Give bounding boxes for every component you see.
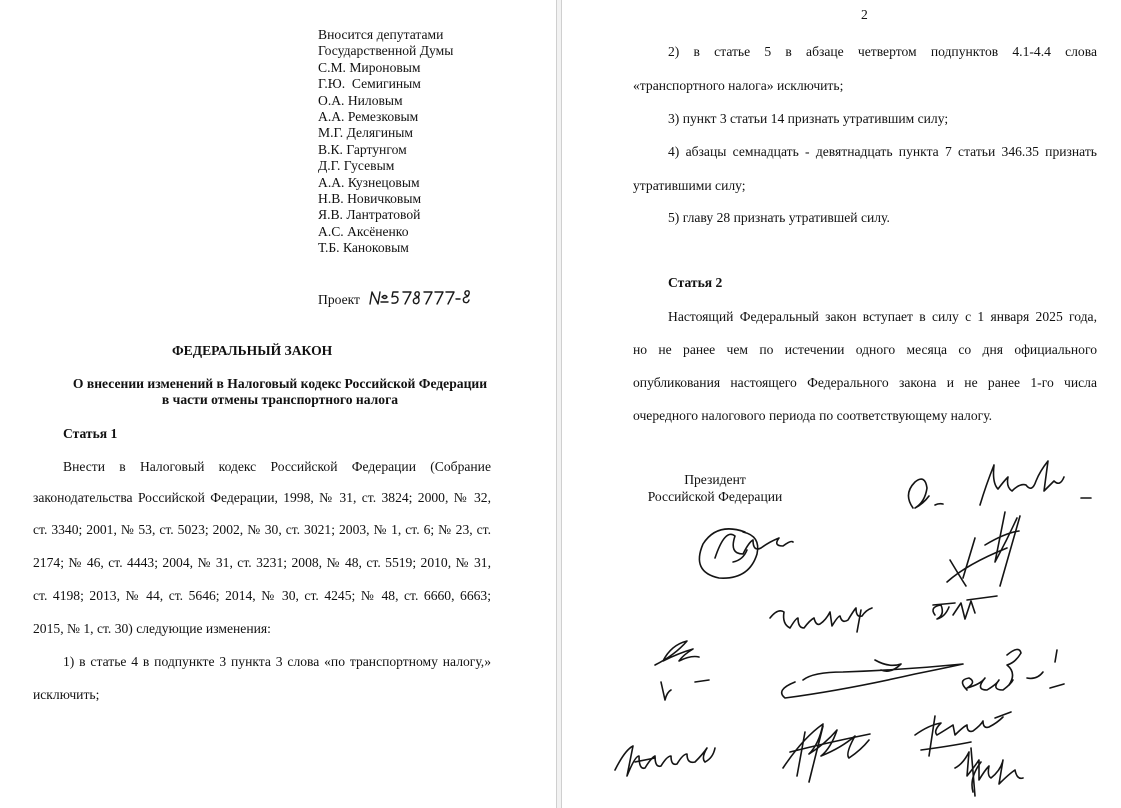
- deputy-name: А.А. Кузнецовым: [318, 174, 420, 190]
- project-label: Проект: [318, 292, 360, 307]
- item-2-line-1: [668, 44, 1097, 60]
- article-2-line: опубликования настоящего Федерального закона и не ранее 1-го числа: [633, 375, 1097, 390]
- article-1-line: законодательства Российской Федерации, 1998, № 31, ст. 3824; 2000, № 32,: [33, 490, 491, 505]
- article-1-line: 2174; № 46, ст. 4443; 2004, № 31, ст. 3231; 2008, № 48, ст. 5519; 2010, № 31,: [33, 555, 491, 570]
- deputy-name: Н.В. Новичковым: [318, 191, 422, 207]
- signature-mark: [908, 461, 1091, 508]
- signature-mark: [655, 641, 709, 700]
- article-1-line: ст. 3340; 2001, № 53, ст. 5023; 2002, № 30, ст. 3021; 2003, № 1, ст. 6; № 23, ст.: [33, 522, 491, 537]
- article-2-heading: Статья 2: [668, 275, 723, 290]
- item-5: 5) главу 28 признать утратившей силу.: [668, 210, 890, 225]
- item-2-line-2: «транспортного налога» исключить;: [633, 78, 844, 93]
- signature-mark: [783, 724, 870, 782]
- article-1-heading: Статья 1: [63, 426, 118, 441]
- deputy-name: В.К. Гартунгом: [318, 141, 407, 157]
- article-1-line: Внести в Налоговый кодекс Российской Федерации (Собрание: [63, 459, 491, 474]
- signature-mark: [933, 596, 997, 619]
- item-3: 3) пункт 3 статьи 14 признать утратившим силу;: [668, 111, 949, 126]
- signature-mark: [782, 660, 963, 698]
- item-4-line-1: 4) абзацы семнадцать - девятнадцать пункта 7 статьи 346.35 признать: [668, 144, 1097, 159]
- item-4-line-2: утратившими силу;: [633, 178, 746, 193]
- signature-mark: [947, 512, 1020, 586]
- article-1-line: 2015, № 1, ст. 30) следующие изменения:: [33, 621, 271, 636]
- deputy-name: Д.Г. Гусевым: [318, 158, 395, 174]
- signature-mark: [915, 712, 1023, 796]
- article-1-line: ст. 4198; 2013, № 44, ст. 5646; 2014, № 30, ст. 4245; № 48, ст. 6660, 6663;: [33, 588, 491, 603]
- law-title-line-1: О внесении изменений в Налоговый кодекс Российской Федерации: [72, 376, 488, 391]
- deputy-name: А.А. Ремезковым: [318, 109, 419, 125]
- signatures-block: [595, 450, 1115, 808]
- article-2-line: но не ранее чем по истечении одного месяца со дня официального: [633, 342, 1097, 357]
- deputy-name: Г.Ю. Семигиным: [318, 76, 421, 92]
- president-label-line-2: Российской Федерации: [647, 489, 783, 504]
- deputy-name: Я.В. Лантратовой: [318, 207, 421, 223]
- introduced-by-line: Государственной Думы: [318, 43, 454, 59]
- deputy-name: О.А. Ниловым: [318, 92, 403, 108]
- item-1-line-2: исключить;: [33, 687, 100, 702]
- signature-mark: [770, 608, 872, 632]
- law-title-line-2: в части отмены транспортного налога: [161, 392, 399, 407]
- deputy-name: М.Г. Делягиным: [318, 125, 413, 141]
- law-type-heading: ФЕДЕРАЛЬНЫЙ ЗАКОН: [172, 343, 333, 358]
- signature-mark: [962, 649, 1064, 690]
- deputy-name: С.М. Мироновым: [318, 59, 421, 75]
- introduced-by-block: [318, 27, 453, 257]
- page-number: 2: [861, 7, 868, 22]
- introduced-by-line: Вносится депутатами: [318, 27, 444, 42]
- article-2-line: очередного налогового периода по соответствующему налогу.: [633, 408, 993, 423]
- deputy-name: А.С. Аксёненко: [318, 223, 409, 239]
- item-2-text: 2) в статье 5 в абзаце четвертом подпунктов 4.1-4.4 слова: [668, 44, 1097, 59]
- item-1-line-1: 1) в статье 4 в подпункте 3 пункта 3 слова «по транспортному налогу,»: [63, 654, 491, 669]
- deputy-name: Т.Б. Каноковым: [318, 240, 409, 256]
- president-label-line-1: Президент: [684, 472, 746, 487]
- handwritten-project-number: [368, 284, 478, 315]
- article-2-line: Настоящий Федеральный закон вступает в силу с 1 января 2025 года,: [668, 309, 1097, 324]
- signature-mark: [699, 529, 793, 578]
- signature-mark: [615, 746, 715, 776]
